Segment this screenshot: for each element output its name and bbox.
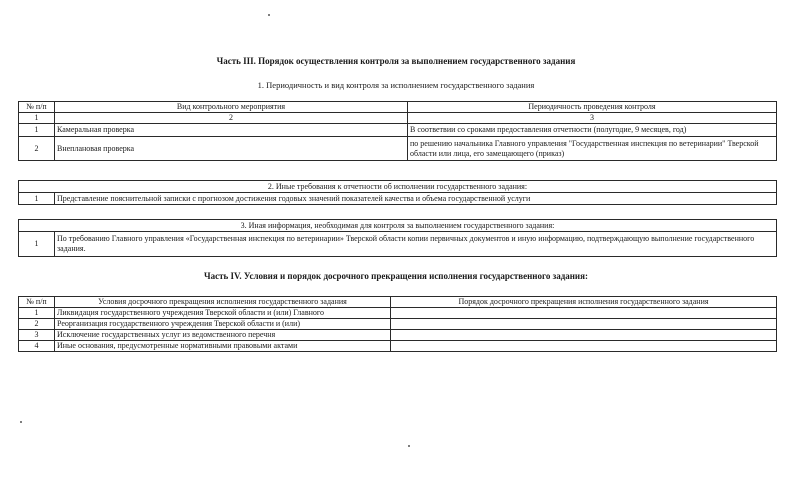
row-number: 2 [19, 319, 55, 330]
table-header-row [19, 181, 777, 193]
section3-title: 3. Иная информация, необходимая для контроля за выполнением государственного задания: [19, 220, 777, 232]
termination-procedure [391, 330, 777, 341]
termination-condition: Реорганизация государственного учреждения Тверской области и (или) [55, 319, 391, 330]
row-number: 1 [19, 193, 55, 205]
termination-procedure [391, 319, 777, 330]
table-header-row [19, 297, 777, 308]
information-text: По требованию Главного управления «Государственная инспекция по ветеринарии» Тверской области копии первичных документов и иную информацию, подтверждающую выполнение государственного задания. [55, 232, 777, 257]
early-termination-table [18, 296, 777, 352]
other-information-table [18, 219, 777, 257]
col-header-control-type: Вид контрольного мероприятия [55, 102, 408, 113]
termination-procedure [391, 308, 777, 319]
table-numbering-row [19, 113, 777, 124]
column-number: 1 [19, 113, 55, 124]
row-number: 4 [19, 341, 55, 352]
col-header-procedure: Порядок досрочного прекращения исполнения государственного задания [391, 297, 777, 308]
part4-title: Часть IV. Условия и порядок досрочного прекращения исполнения государственного задания: [204, 271, 588, 281]
col-header-periodicity: Периодичность проведения контроля [408, 102, 777, 113]
requirement-text: Представление пояснительной записки с прогнозом достижения годовых значений показателей качества и объема государственной услуги [55, 193, 777, 205]
row-number: 1 [19, 232, 55, 257]
termination-condition: Ликвидация государственного учреждения Тверской области и (или) Главного [55, 308, 391, 319]
section2-title: 2. Иные требования к отчетности об исполнении государственного задания: [19, 181, 777, 193]
control-periodicity: по решению начальника Главного управления "Государственная инспекция по ветеринарии" Тверской области или лица, его замещающего (приказ) [408, 137, 777, 161]
table-row [19, 232, 777, 257]
control-type: Внеплановая проверка [55, 137, 408, 161]
reporting-requirements-table [18, 180, 777, 205]
row-number: 3 [19, 330, 55, 341]
control-table [18, 101, 777, 161]
termination-condition: Исключение государственных услуг из ведомственного перечня [55, 330, 391, 341]
table-row [19, 137, 777, 161]
row-number: 1 [19, 124, 55, 137]
table-row [19, 193, 777, 205]
table-row [19, 308, 777, 319]
table-row [19, 330, 777, 341]
row-number: 1 [19, 308, 55, 319]
table-row [19, 341, 777, 352]
table-row [19, 124, 777, 137]
table-header-row [19, 220, 777, 232]
col-header-number: № п/п [19, 297, 55, 308]
col-header-conditions: Условия досрочного прекращения исполнения государственного задания [55, 297, 391, 308]
section1-title: 1. Периодичность и вид контроля за исполнением государственного задания [257, 80, 535, 90]
control-periodicity: В соответвии со сроками предоставления отчетности (полугодие, 9 месяцев, год) [408, 124, 777, 137]
col-header-number: № п/п [19, 102, 55, 113]
scan-speck [20, 421, 22, 423]
table-row [19, 319, 777, 330]
part3-title: Часть III. Порядок осуществления контроля за выполнением государственного задания [216, 56, 576, 66]
scan-speck [268, 14, 270, 16]
column-number: 2 [55, 113, 408, 124]
column-number: 3 [408, 113, 777, 124]
control-type: Камеральная проверка [55, 124, 408, 137]
scan-speck [408, 445, 410, 447]
termination-condition: Иные основания, предусмотренные нормативными правовыми актами [55, 341, 391, 352]
termination-procedure [391, 341, 777, 352]
table-header-row [19, 102, 777, 113]
row-number: 2 [19, 137, 55, 161]
